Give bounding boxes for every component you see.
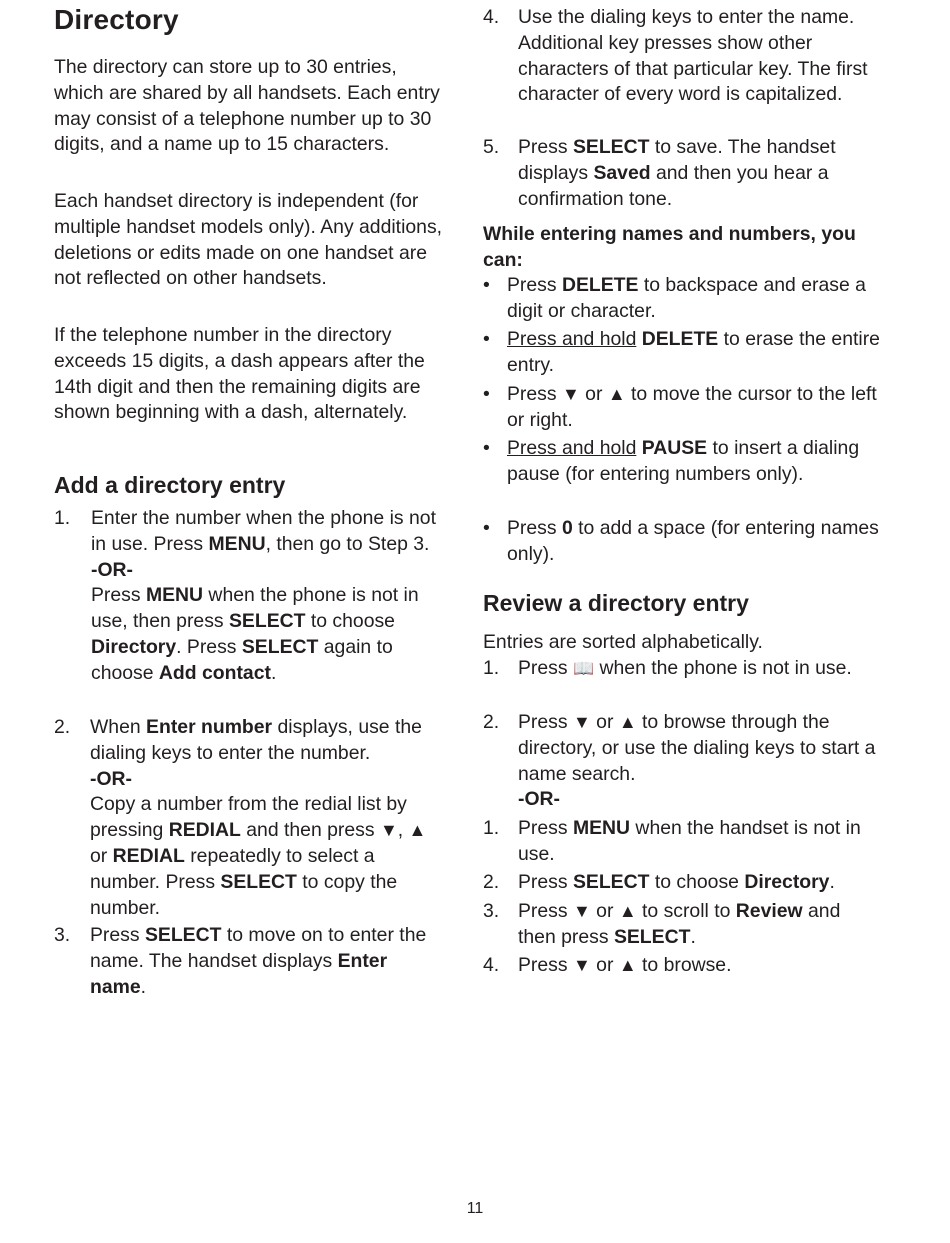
page-title: Directory — [54, 4, 179, 35]
menu-review: Review — [735, 900, 803, 922]
display-saved: Saved — [593, 161, 651, 184]
while-entering-heading: While entering names and numbers, you can: — [483, 223, 856, 271]
or-separator: -OR- — [518, 788, 561, 811]
menu-add-contact: Add contact — [158, 661, 271, 684]
intro-paragraph-2: Each handset directory is independent (for multiple handset models only). Any additions, deletions or edits made on one handset are not reflected on other handsets. — [54, 190, 443, 290]
bullet-text: Press — [507, 274, 562, 296]
bullet-item-4 — [483, 436, 883, 488]
add-step-3 — [54, 923, 446, 1000]
step-text: Press — [518, 871, 573, 893]
step-text: displays, use the dialing keys to enter the number. — [90, 716, 422, 764]
step-text: or — [590, 711, 619, 733]
bullet-item-2 — [483, 327, 883, 379]
bullet-dot: • — [483, 517, 490, 539]
add-step-2 — [54, 715, 446, 921]
intro-paragraph-1: The directory can store up to 30 entries, which are shared by all handsets. Each entry may consist of a telephone number up to 30 digits, and a name up to 15 characters. — [54, 56, 440, 156]
step-text: to save. The handset displays — [518, 136, 836, 184]
step-text: Enter the number when the phone is not in use. Press — [91, 507, 436, 555]
add-step-1 — [54, 506, 446, 687]
key-select: SELECT — [144, 924, 222, 946]
review-step-b4 — [483, 953, 883, 979]
up-arrow-icon: ▲ — [618, 955, 637, 975]
or-separator: -OR- — [90, 767, 133, 790]
review-step-b2 — [483, 870, 883, 896]
step-text: and then you hear a confirmation tone. — [518, 161, 829, 210]
key-menu: MENU — [145, 584, 204, 607]
key-zero: 0 — [561, 517, 573, 539]
step-number: 2. — [483, 711, 500, 733]
step-text: when the phone is not in use. — [594, 657, 852, 679]
bullet-dot: • — [483, 328, 490, 350]
up-arrow-icon: ▲ — [408, 820, 427, 841]
bullet-text: to insert a dialing pause (for entering numbers only). — [507, 437, 860, 485]
step-text: . — [829, 871, 835, 893]
key-menu: MENU — [208, 532, 266, 555]
down-arrow-icon: ▼ — [572, 955, 591, 975]
step-number: 1. — [483, 817, 500, 839]
review-step-a1 — [483, 656, 883, 682]
bullet-item-1 — [483, 273, 883, 325]
step-text: to browse through the directory, or use the dialing keys to start a name search. — [518, 711, 876, 785]
step-text: again to choose — [91, 635, 393, 684]
bullet-text: Press — [507, 383, 562, 405]
step-text: Press — [518, 657, 573, 679]
key-pause: PAUSE — [641, 437, 708, 459]
step-text: and then press — [518, 900, 841, 948]
press-and-hold-text: Press and hold — [507, 328, 637, 350]
page-number: 11 — [466, 1200, 484, 1217]
step-text: to scroll to — [636, 900, 736, 922]
step-number: 2. — [483, 871, 500, 893]
review-step-a2 — [483, 710, 883, 813]
key-select: SELECT — [241, 635, 319, 658]
step-text: to copy the number. — [90, 870, 398, 919]
step-number: 4. — [483, 6, 500, 28]
step-text: to browse. — [636, 954, 732, 976]
step-text: when the handset is not in use. — [518, 817, 861, 865]
step-text: to move on to enter the name. The handset displays — [90, 924, 427, 972]
step-text: to choose — [305, 610, 395, 633]
down-arrow-icon: ▼ — [379, 820, 398, 841]
step-text: Copy a number from the redial list by pressing — [90, 793, 407, 842]
intro-paragraph-3: If the telephone number in the directory exceeds 15 digits, a dash appears after the 14th digit and then the remaining digits are shown beginning with a dash, alternately. — [54, 324, 425, 424]
key-delete: DELETE — [561, 274, 639, 296]
step-text: Press — [518, 954, 573, 976]
step-text: . — [140, 975, 147, 998]
step-text: Press — [518, 136, 573, 158]
step-text: Press — [518, 900, 573, 922]
step-text: Press — [91, 584, 146, 607]
bullet-text: to move the cursor to the left or right. — [507, 383, 877, 431]
directory-book-icon: 📖 — [572, 659, 595, 678]
display-enter-name: Enter name — [90, 949, 388, 998]
press-and-hold-text: Press and hold — [507, 437, 637, 459]
bullet-text: to add a space (for entering names only). — [507, 517, 879, 565]
up-arrow-icon: ▲ — [618, 712, 637, 732]
bullet-text: Press — [507, 517, 562, 539]
step-text: to choose — [649, 871, 745, 893]
step-text: Use the dialing keys to enter the name. Additional key presses show other characters of that particular key. The first character of every word is capitalized. — [518, 6, 868, 106]
key-select: SELECT — [220, 870, 297, 893]
step-text: . — [270, 661, 277, 684]
step-text: , then go to Step 3. — [265, 532, 430, 555]
menu-directory: Directory — [744, 871, 830, 893]
step-number: 1. — [483, 657, 500, 679]
or-separator: -OR- — [91, 558, 134, 581]
step-text: and then press — [240, 819, 380, 842]
key-menu: MENU — [572, 817, 631, 839]
add-step-4 — [483, 5, 883, 108]
step-number: 4. — [483, 954, 500, 976]
key-select: SELECT — [613, 925, 691, 948]
step-text: or — [90, 844, 113, 867]
step-text: repeatedly to select a number. Press — [90, 844, 375, 893]
step-text: or — [590, 900, 619, 922]
bullet-text: or — [579, 383, 608, 405]
up-arrow-icon: ▲ — [618, 901, 637, 921]
step-text: when the phone is not in use, then press — [91, 584, 419, 633]
menu-directory: Directory — [91, 635, 177, 658]
key-select: SELECT — [572, 136, 650, 158]
bullet-item-5 — [483, 516, 883, 568]
step-text: Press — [518, 711, 573, 733]
review-step-b1 — [483, 816, 883, 868]
step-text: Press — [90, 924, 145, 946]
bullet-dot: • — [483, 437, 490, 459]
key-select: SELECT — [572, 871, 650, 893]
step-number: 3. — [54, 924, 71, 946]
display-enter-number: Enter number — [146, 716, 273, 738]
review-intro: Entries are sorted alphabetically. — [483, 631, 763, 653]
down-arrow-icon: ▼ — [572, 712, 591, 732]
down-arrow-icon: ▼ — [572, 901, 591, 921]
bullet-dot: • — [483, 383, 490, 405]
key-redial: REDIAL — [112, 844, 185, 867]
step-text: . Press — [176, 635, 242, 658]
key-select: SELECT — [228, 610, 306, 633]
step-number: 1. — [54, 507, 71, 529]
key-delete: DELETE — [641, 328, 719, 350]
step-text: . — [690, 925, 696, 948]
step-number: 3. — [483, 900, 500, 922]
bullet-text: to backspace and erase a digit or character. — [507, 274, 866, 322]
step-text: When — [90, 716, 147, 738]
step-text: or — [590, 954, 619, 976]
add-entry-heading: Add a directory entry — [54, 472, 286, 498]
step-text: , — [397, 819, 409, 842]
bullet-dot: • — [483, 274, 490, 296]
review-step-b3 — [483, 899, 883, 951]
step-number: 2. — [54, 716, 71, 738]
bullet-item-3 — [483, 382, 883, 434]
up-arrow-icon: ▲ — [607, 384, 626, 404]
bullet-text: to erase the entire entry. — [507, 328, 880, 376]
down-arrow-icon: ▼ — [561, 384, 580, 404]
key-redial: REDIAL — [168, 819, 241, 842]
step-text: Press — [518, 817, 573, 839]
review-entry-heading: Review a directory entry — [483, 590, 749, 616]
add-step-5 — [483, 135, 883, 212]
step-number: 5. — [483, 136, 500, 158]
